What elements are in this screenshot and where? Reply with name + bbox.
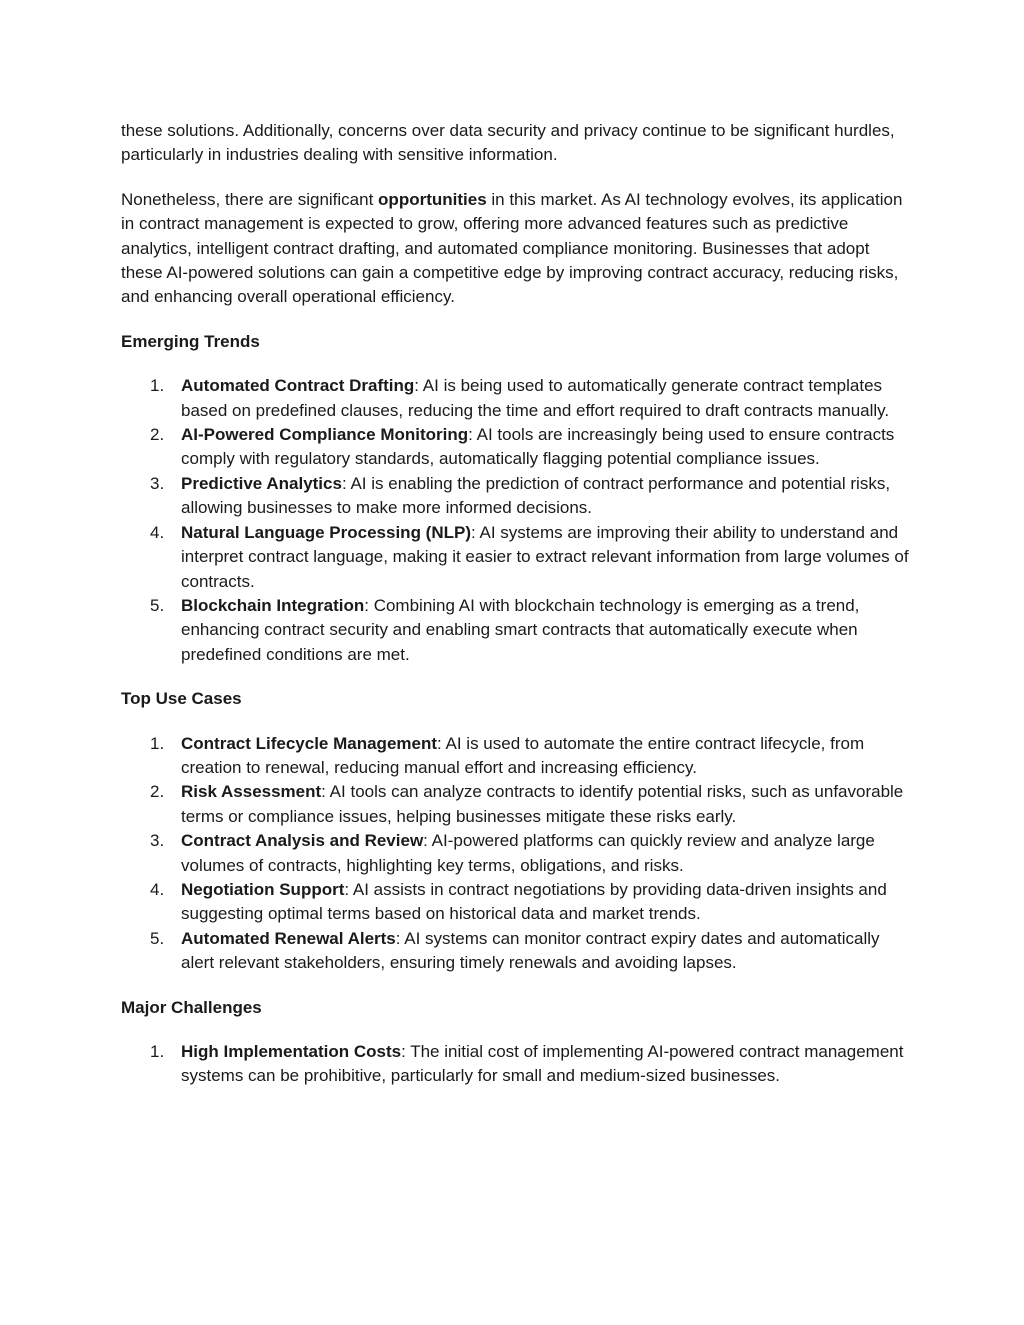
numbered-list — [121, 374, 911, 667]
list-item-text: : AI is enabling the prediction of contract performance and potential risks, allowing businesses to make more informed decisions. — [181, 473, 891, 518]
list-item-term: Contract Analysis and Review — [181, 831, 424, 851]
list-item-term: Risk Assessment — [181, 782, 322, 802]
list-item-term: High Implementation Costs — [181, 1042, 402, 1061]
list-item-text: : The initial cost of implementing AI-powered contract management systems can be prohibitive, particularly for small and medium-sized businesses. — [181, 1042, 904, 1086]
list-item-text: : Combining AI with blockchain technology is emerging as a trend, enhancing contract security and enabling smart contracts that automatically execute when predefined conditions are met. — [181, 595, 860, 664]
list-number: 2. — [150, 782, 165, 802]
list-number: 1. — [150, 1042, 165, 1061]
opportunities-text-before: Nonetheless, there are significant — [121, 189, 379, 209]
list-item-text: : AI-powered platforms can quickly review and analyze large volumes of contracts, highlighting key terms, obligations, and risks. — [181, 831, 875, 875]
opportunities-text-after: in this market. As AI technology evolves, its application in contract management is expected to grow, offering more advanced features such as predictive analytics, intelligent contract drafting, and automated compliance monitoring. Businesses that adopt these AI-powered solutions can gain a competitive edge by improving contract accuracy, reducing risks, and enhancing overall operational efficiency. — [121, 189, 903, 307]
section-top-use-cases — [121, 687, 911, 975]
list-item — [121, 927, 911, 976]
list-item-text: : AI tools can analyze contracts to identify potential risks, such as unfavorable terms or compliance issues, helping businesses mitigate these risks early. — [181, 782, 904, 826]
list-item — [121, 732, 911, 781]
list-item-text: : AI tools are increasingly being used to ensure contracts comply with regulatory standards, automatically flagging potential compliance issues. — [181, 425, 895, 469]
list-number: 3. — [150, 473, 165, 493]
list-item — [121, 594, 911, 667]
list-item — [121, 1040, 911, 1089]
list-number: 3. — [150, 831, 165, 851]
section-heading: Emerging Trends — [121, 331, 260, 351]
list-item-text: : AI systems are improving their ability to understand and interpret contract language, making it easier to extract relevant information from large volumes of contracts. — [181, 522, 909, 591]
opportunities-paragraph — [121, 188, 911, 310]
section-heading: Top Use Cases — [121, 689, 242, 709]
list-item-term: Blockchain Integration — [181, 595, 365, 615]
list-item-text: : AI systems can monitor contract expiry dates and automatically alert relevant stakeholders, ensuring timely renewals and avoiding lapses. — [181, 928, 880, 973]
list-item — [121, 780, 911, 829]
list-item — [121, 472, 911, 521]
list-item-term: Negotiation Support — [181, 879, 345, 899]
section-heading: Major Challenges — [121, 997, 262, 1017]
list-number: 1. — [150, 376, 165, 396]
list-item-term: AI-Powered Compliance Monitoring — [181, 425, 469, 445]
section-emerging-trends — [121, 330, 911, 667]
list-item — [121, 374, 911, 423]
intro-paragraph: these solutions. Additionally, concerns over data security and privacy continue to be significant hurdles, particularly in industries dealing with sensitive information. — [121, 121, 895, 165]
list-item — [121, 878, 911, 927]
list-item — [121, 829, 911, 878]
list-item-term: Automated Contract Drafting — [181, 376, 415, 396]
list-item-text: : AI is used to automate the entire contract lifecycle, from creation to renewal, reducing manual effort and increasing efficiency. — [181, 733, 865, 777]
numbered-list — [121, 732, 911, 976]
list-item-term: Contract Lifecycle Management — [181, 733, 438, 753]
list-item-term: Predictive Analytics — [181, 473, 342, 493]
list-item — [121, 521, 911, 594]
list-number: 2. — [150, 425, 165, 445]
list-item-text: : AI assists in contract negotiations by providing data-driven insights and suggesting optimal terms based on historical data and market trends. — [181, 879, 887, 924]
document-page — [121, 119, 911, 1109]
list-item — [121, 423, 911, 472]
list-number: 5. — [150, 928, 165, 948]
list-number: 1. — [150, 733, 165, 753]
list-item-term: Automated Renewal Alerts — [181, 928, 396, 948]
list-item-term: Natural Language Processing (NLP) — [181, 522, 471, 542]
list-number: 4. — [150, 522, 165, 542]
list-number: 5. — [150, 595, 165, 615]
numbered-list — [121, 1040, 911, 1089]
opportunities-bold: opportunities — [378, 189, 487, 209]
list-item-text: : AI is being used to automatically generate contract templates based on predefined clauses, reducing the time and effort required to draft contracts manually. — [181, 376, 890, 420]
list-number: 4. — [150, 879, 165, 899]
section-major-challenges — [121, 996, 911, 1089]
